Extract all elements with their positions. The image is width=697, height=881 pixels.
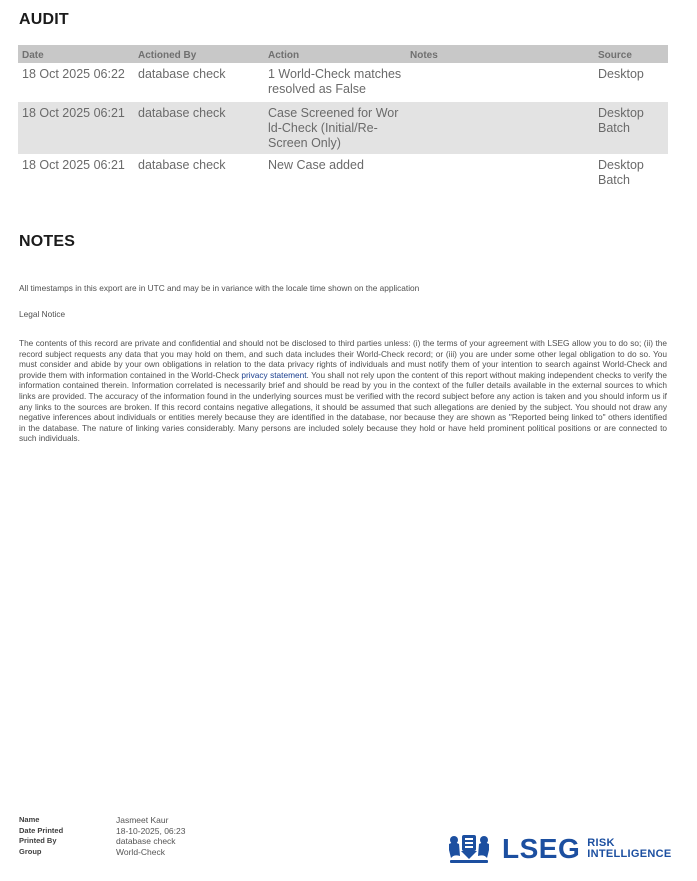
date-printed-value: 18-10-2025, 06:23 bbox=[116, 825, 186, 836]
footer-row-name bbox=[19, 815, 185, 826]
notes-cell bbox=[406, 154, 594, 191]
print-info-footer bbox=[19, 815, 185, 857]
column-header-source: Source bbox=[594, 45, 668, 63]
group-label: Group bbox=[19, 846, 42, 856]
crest-icon bbox=[444, 832, 494, 866]
date-cell: 18 Oct 2025 06:22 bbox=[22, 67, 125, 81]
table-row bbox=[18, 63, 668, 101]
name-value: Jasmeet Kaur bbox=[116, 815, 169, 825]
lseg-logo bbox=[444, 832, 672, 866]
date-cell: 18 Oct 2025 06:21 bbox=[22, 158, 125, 172]
action-cell: Case Screened for Wor ld-Check (Initial/Re- Screen Only) bbox=[264, 101, 406, 154]
footer-row-group bbox=[19, 847, 185, 858]
action-cell: 1 World-Check matches resolved as False bbox=[268, 67, 402, 96]
legal-text-part-1: The contents of this record are private and confidential and should not be disclosed to third parties unless: (i) the terms of your agreement with LSEG allow you to do so; (ii) the record subject requests any data that you may hold on them, and such data includes their World-Check record; or (iii) you are under some other legal obligation to do so. You must consider and abide by your own obligations in relation to the data privacy rights of individuals and must notify them of your intention to search against World-Check and provide them with information contained in the World-Check bbox=[19, 338, 667, 380]
table-row bbox=[18, 101, 668, 154]
logo-tagline bbox=[587, 838, 671, 860]
footer-row-date bbox=[19, 826, 185, 837]
column-header-notes: Notes bbox=[406, 45, 594, 63]
column-header-date: Date bbox=[18, 45, 134, 63]
table-row bbox=[18, 154, 668, 191]
audit-section-title: AUDIT bbox=[19, 11, 69, 28]
privacy-statement-link[interactable]: privacy statement bbox=[241, 369, 307, 380]
action-cell: New Case added bbox=[268, 158, 364, 172]
legal-text-part-2: . You shall not rely upon the content of this report without making independent checks to verify the information contained therein. Information correlated is necessarily brief and should be read by you in the context of the fuller details available in the external sources to which links are provided. The accuracy of the information found in the underlying sources must be verified with the record subject before any action is taken and you should inform us if any links to the sources are broken. If this record contains negative allegations, it should be assumed that such allegations are denied by the subject. You should not draw any negative inferences about individuals or entities merely because they are identified in the database, nor because they are shown as "Reported being linked to" others identified in the database. The nature of linking varies considerably. Many persons are included solely because they hold or have held prominent political positions or are connected to such individuals. bbox=[19, 369, 667, 444]
notes-section-title: NOTES bbox=[19, 233, 76, 250]
printed-by-label: Printed By bbox=[19, 836, 57, 846]
actioned-by-cell: database check bbox=[138, 158, 226, 172]
printed-by-value: database check bbox=[116, 836, 176, 847]
name-label: Name bbox=[19, 815, 40, 824]
logo-brand-text: LSEG bbox=[502, 833, 581, 864]
date-printed-label: Date Printed bbox=[19, 825, 64, 835]
legal-notice-label: Legal Notice bbox=[19, 309, 66, 319]
date-cell: 18 Oct 2025 06:21 bbox=[18, 101, 134, 154]
actioned-by-cell: database check bbox=[134, 101, 264, 154]
notes-cell bbox=[406, 101, 594, 154]
audit-table bbox=[18, 45, 668, 191]
column-header-actioned-by: Actioned By bbox=[134, 45, 264, 63]
source-cell: Desktop Batch bbox=[594, 101, 668, 154]
source-cell: Desktop bbox=[598, 67, 644, 81]
audit-header-row bbox=[18, 45, 668, 63]
column-header-action: Action bbox=[264, 45, 406, 63]
notes-cell bbox=[406, 63, 594, 101]
timestamp-note: All timestamps in this export are in UTC and may be in variance with the locale time shown on the application bbox=[19, 283, 420, 293]
legal-notice-text bbox=[19, 338, 667, 444]
footer-row-printed-by bbox=[19, 836, 185, 847]
logo-tagline-line2: INTELLIGENCE bbox=[587, 848, 672, 860]
logo-tagline-line1: RISK bbox=[587, 837, 615, 849]
group-value: World-Check bbox=[116, 846, 165, 857]
source-cell: Desktop Batch bbox=[598, 158, 644, 187]
actioned-by-cell: database check bbox=[138, 67, 226, 81]
